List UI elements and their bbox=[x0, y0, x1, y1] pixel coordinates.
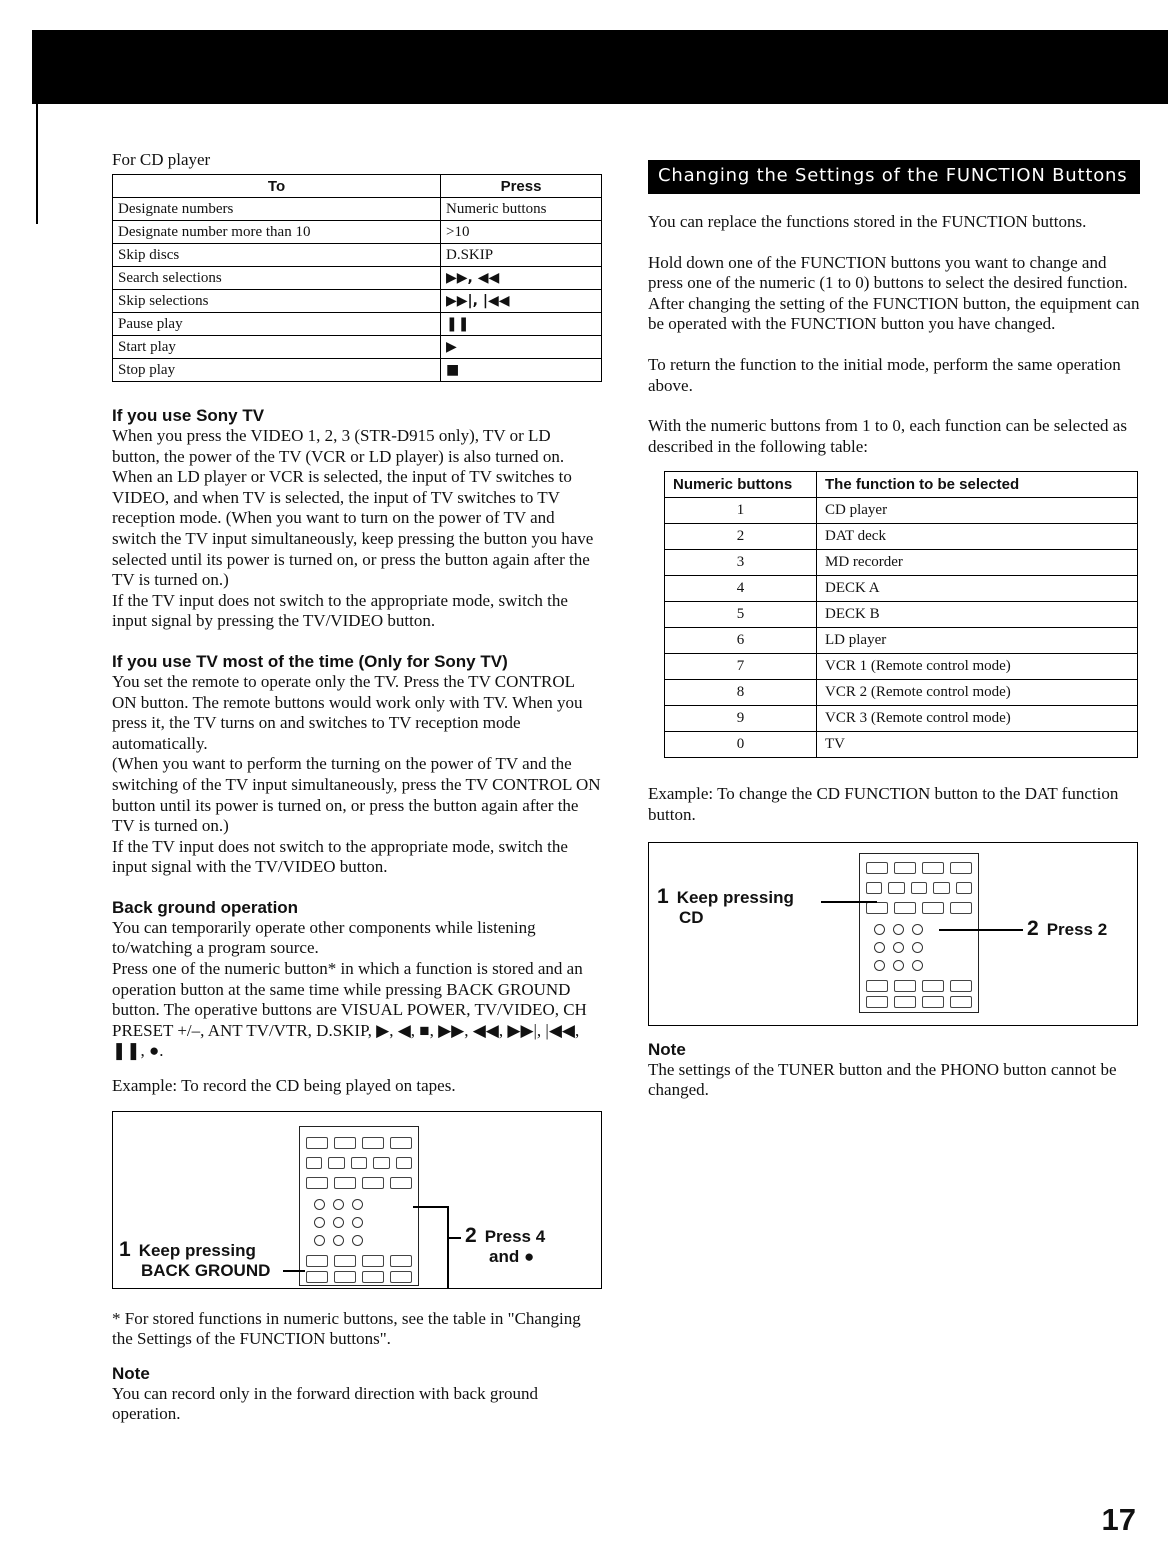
table-cell: Start play bbox=[113, 336, 441, 359]
table-cell: 5 bbox=[665, 602, 817, 628]
function-paragraph-5: With the numeric buttons from 1 to 0, each function can be selected as described in the following table: bbox=[648, 416, 1127, 456]
sony-tv-paragraph-1: When you press the VIDEO 1, 2, 3 (STR-D915 only), TV or LD button, the power of the TV (VCR or LD player) is also turned on. bbox=[112, 426, 565, 466]
table-cell: VCR 3 (Remote control mode) bbox=[817, 706, 1138, 732]
table-cell: ▶▶, ◀◀ bbox=[441, 267, 602, 290]
tv-most-paragraph-3: If the TV input does not switch to the appropriate mode, switch the input signal with the TV/VIDEO button. bbox=[112, 836, 568, 877]
table-header-row bbox=[113, 175, 602, 198]
table-cell: D.SKIP bbox=[441, 244, 602, 267]
table-cell: 0 bbox=[665, 732, 817, 758]
table-row bbox=[665, 680, 1138, 706]
table-row bbox=[665, 524, 1138, 550]
table-cell: Skip discs bbox=[113, 244, 441, 267]
table-cell: DECK A bbox=[817, 576, 1138, 602]
section-title: Changing the Settings of the FUNCTION Buttons bbox=[648, 160, 1140, 194]
table-cell: VCR 1 (Remote control mode) bbox=[817, 654, 1138, 680]
function-example-text: Example: To change the CD FUNCTION button to the DAT function button. bbox=[648, 784, 1119, 824]
table-cell: 9 bbox=[665, 706, 817, 732]
cd-player-caption: For CD player bbox=[112, 150, 211, 169]
table-row bbox=[113, 267, 602, 290]
header-bar bbox=[32, 30, 1168, 104]
left-margin-rule bbox=[36, 104, 38, 224]
step1-line1: Keep pressing bbox=[138, 1240, 256, 1260]
step1-line1: Keep pressing bbox=[676, 887, 794, 907]
function-illustration bbox=[648, 842, 1138, 1026]
table-cell: 8 bbox=[665, 680, 817, 706]
tv-most-paragraph-2: (When you want to perform the turning on the power of TV and the switching of the TV input simultaneously, press the TV CONTROL ON button until its power is turned on, or press the button again after the TV is turned on.) bbox=[112, 754, 601, 836]
table-cell: ❚❚ bbox=[441, 313, 602, 336]
step1-number: 1 bbox=[657, 884, 669, 908]
sony-tv-paragraph-3: If the TV input does not switch to the appropriate mode, switch the input signal by pressing the TV/VIDEO button. bbox=[112, 590, 568, 631]
table-cell: Numeric buttons bbox=[441, 198, 602, 221]
table-cell: ▶▶|, |◀◀ bbox=[441, 290, 602, 313]
table-cell: Pause play bbox=[113, 313, 441, 336]
note-heading-right: Note bbox=[648, 1039, 686, 1059]
table-row bbox=[665, 654, 1138, 680]
table-cell: >10 bbox=[441, 221, 602, 244]
table-cell: DAT deck bbox=[817, 524, 1138, 550]
page-number: 17 bbox=[1101, 1502, 1136, 1537]
function-paragraph-3: After changing the setting of the FUNCTION button, the equipment can be operated with the FUNCTION button you have changed. bbox=[648, 293, 1140, 334]
table-cell: CD player bbox=[817, 498, 1138, 524]
step1-number: 1 bbox=[119, 1237, 131, 1261]
table-row bbox=[113, 198, 602, 221]
table-cell: Search selections bbox=[113, 267, 441, 290]
note-text-left: You can record only in the forward direction with back ground operation. bbox=[112, 1383, 538, 1424]
table-cell: ■ bbox=[441, 359, 602, 382]
step1-callout bbox=[657, 884, 794, 928]
step2-callout bbox=[1027, 916, 1108, 940]
table-row bbox=[665, 498, 1138, 524]
table-row bbox=[113, 313, 602, 336]
table-row bbox=[665, 732, 1138, 758]
sony-tv-heading: If you use Sony TV bbox=[112, 406, 265, 425]
table-row bbox=[113, 244, 602, 267]
function-paragraph-4: To return the function to the initial mode, perform the same operation above. bbox=[648, 354, 1121, 395]
step1-line2: CD bbox=[679, 907, 704, 927]
tv-most-paragraph-1: You set the remote to operate only the TV. Press the TV CONTROL ON button. The remote buttons would work only with TV. When you press it, the TV turns on and switches to TV reception mode automatically. bbox=[112, 671, 583, 753]
column-header-to: To bbox=[113, 175, 441, 198]
table-cell: Designate number more than 10 bbox=[113, 221, 441, 244]
table-row bbox=[665, 550, 1138, 576]
record-example-text: Example: To record the CD being played on tapes. bbox=[112, 1076, 456, 1096]
column-header-function: The function to be selected bbox=[817, 472, 1138, 498]
step2-line1: Press 2 bbox=[1046, 919, 1108, 939]
back-ground-paragraph-2: Press one of the numeric button* in which a function is stored and an operation button at the same time while pressing BACK GROUND button. The operative buttons are VISUAL POWER, TV/VIDEO, CH PRESET +/–, ANT TV/VTR, D.SKIP, ▶, ◀, ■, ▶▶, ◀◀, ▶▶|, |◀◀, ❚❚, ●. bbox=[112, 959, 587, 1061]
table-cell: DECK B bbox=[817, 602, 1138, 628]
table-cell: LD player bbox=[817, 628, 1138, 654]
tv-most-heading: If you use TV most of the time (Only for Sony TV) bbox=[112, 651, 508, 671]
table-row bbox=[665, 706, 1138, 732]
remote-control-drawing bbox=[859, 853, 979, 1013]
step2-line2: and ● bbox=[489, 1246, 535, 1266]
table-cell: Stop play bbox=[113, 359, 441, 382]
step2-callout bbox=[465, 1223, 546, 1267]
sony-tv-paragraph-2: When an LD player or VCR is selected, the input of TV switches to VIDEO, and when TV is selected, the input of TV switches to TV reception mode. (When you want to turn on the power of TV and switch the TV input simultaneously, keep pressing the button you have selected until its power is turned on, or press the button again after the TV is turned on.) bbox=[112, 467, 594, 590]
table-cell: MD recorder bbox=[817, 550, 1138, 576]
table-cell: 7 bbox=[665, 654, 817, 680]
table-cell: 2 bbox=[665, 524, 817, 550]
column-header-press: Press bbox=[441, 175, 602, 198]
back-ground-heading: Back ground operation bbox=[112, 897, 299, 917]
back-ground-paragraph-1: You can temporarily operate other components while listening to/watching a program source. bbox=[112, 917, 536, 958]
right-column bbox=[648, 160, 1140, 1101]
table-row bbox=[665, 602, 1138, 628]
table-cell: 1 bbox=[665, 498, 817, 524]
left-column bbox=[112, 150, 602, 1425]
back-ground-illustration bbox=[112, 1111, 602, 1289]
remote-control-drawing bbox=[299, 1126, 419, 1286]
table-cell: 3 bbox=[665, 550, 817, 576]
step2-line1: Press 4 bbox=[484, 1226, 546, 1246]
step2-number: 2 bbox=[1027, 916, 1039, 940]
function-paragraph-1: You can replace the functions stored in the FUNCTION buttons. bbox=[648, 212, 1087, 231]
table-cell: TV bbox=[817, 732, 1138, 758]
function-table bbox=[664, 471, 1138, 758]
table-cell: 4 bbox=[665, 576, 817, 602]
step1-line2: BACK GROUND bbox=[141, 1260, 271, 1280]
step2-number: 2 bbox=[465, 1223, 477, 1247]
table-row bbox=[113, 336, 602, 359]
cd-player-table bbox=[112, 174, 602, 382]
function-paragraph-2: Hold down one of the FUNCTION buttons you want to change and press one of the numeric (1 to 0) buttons to select the desired function. bbox=[648, 252, 1128, 293]
table-row bbox=[665, 628, 1138, 654]
table-row bbox=[665, 576, 1138, 602]
table-cell: Designate numbers bbox=[113, 198, 441, 221]
note-heading-left: Note bbox=[112, 1363, 150, 1383]
note-text-right: The settings of the TUNER button and the PHONO button cannot be changed. bbox=[648, 1059, 1117, 1100]
table-row bbox=[113, 359, 602, 382]
step1-callout bbox=[119, 1237, 271, 1281]
column-header-numeric-buttons: Numeric buttons bbox=[665, 472, 817, 498]
table-cell: VCR 2 (Remote control mode) bbox=[817, 680, 1138, 706]
table-row bbox=[113, 221, 602, 244]
table-cell: 6 bbox=[665, 628, 817, 654]
table-cell: ▶ bbox=[441, 336, 602, 359]
footnote: * For stored functions in numeric buttons, see the table in "Changing the Settings of the FUNCTION buttons". bbox=[112, 1308, 581, 1349]
table-cell: Skip selections bbox=[113, 290, 441, 313]
table-row bbox=[113, 290, 602, 313]
table-header-row bbox=[665, 472, 1138, 498]
